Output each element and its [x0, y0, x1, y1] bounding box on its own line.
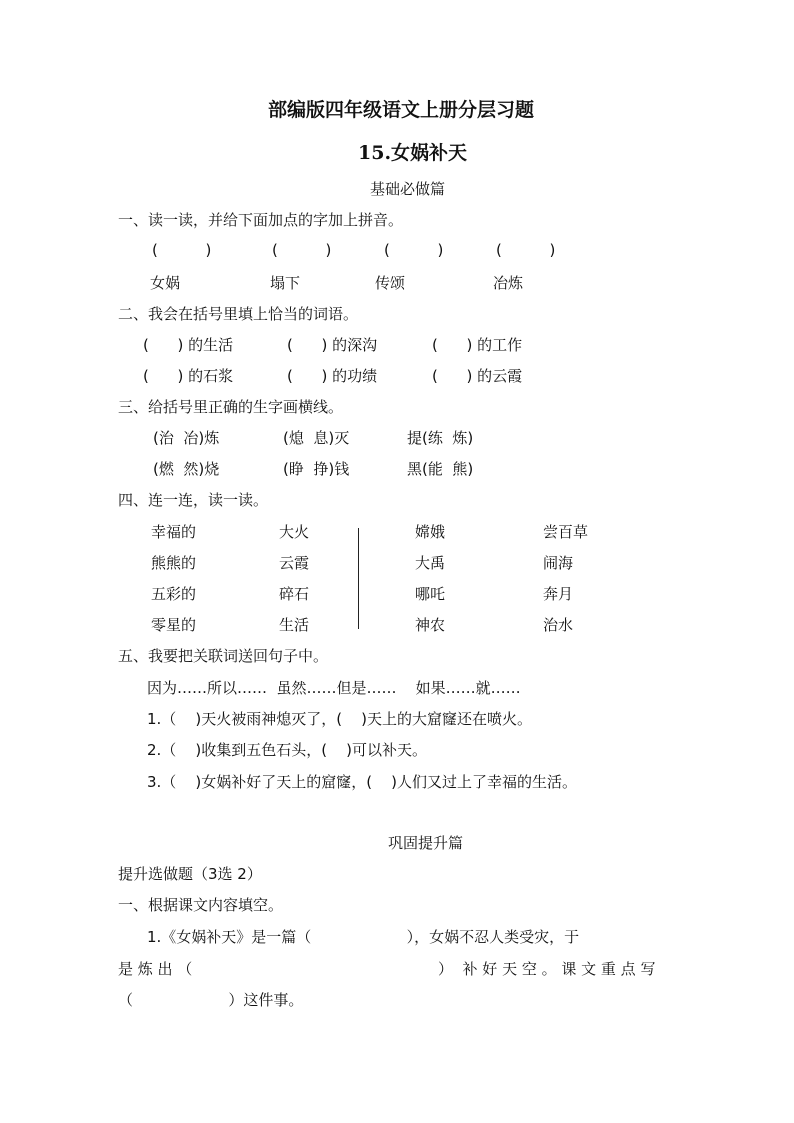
q4-divider — [358, 528, 359, 629]
q5-item-1: 1.（ )天火被雨神熄灭了，( )天上的大窟窿还在喷火。 — [147, 710, 533, 728]
q1-bracket-1: ( ) — [152, 241, 212, 259]
q4-right-a-3: 哪吒 — [415, 585, 446, 603]
q4-right-b-2: 闹海 — [543, 554, 574, 572]
section-advanced: 巩固提升篇 — [388, 834, 464, 852]
q2-r1-c1: ( ) 的生活 — [143, 336, 234, 354]
q4-right-a-4: 神农 — [415, 616, 446, 634]
q1-word-1: 女娲 — [150, 274, 181, 292]
q4-left-b-1: 大火 — [279, 523, 310, 541]
q2-r2-c2: ( ) 的功绩 — [287, 367, 378, 385]
q1-bracket-3: ( ) — [384, 241, 444, 259]
q1-word-4: 冶炼 — [493, 274, 524, 292]
q4-right-b-1: 尝百草 — [543, 523, 589, 541]
q4-right-a-1: 嫦娥 — [415, 523, 446, 541]
q4-right-b-3: 奔月 — [543, 585, 574, 603]
q3-heading: 三、给括号里正确的生字画横线。 — [118, 398, 344, 416]
q2-r2-c1: ( ) 的石浆 — [143, 367, 234, 385]
q2-heading: 二、我会在括号里填上恰当的词语。 — [118, 305, 359, 323]
q3-r1-c1: (治 冶)炼 — [153, 429, 220, 447]
q4-left-a-3: 五彩的 — [151, 585, 197, 603]
q3-r1-c3: 提(练 炼) — [407, 429, 474, 447]
q5-item-3: 3.（ )女娲补好了天上的窟窿，( )人们又过上了幸福的生活。 — [147, 773, 578, 791]
q1-word-2: 塌下 — [270, 274, 301, 292]
q2-r2-c3: ( ) 的云霞 — [432, 367, 523, 385]
page-title: 部编版四年级语文上册分层习题 — [268, 99, 535, 121]
lesson-title: 15.女娲补天 — [358, 142, 468, 164]
q2-r1-c2: ( ) 的深沟 — [287, 336, 378, 354]
advanced-line-2a: 是 炼 出 （ — [118, 960, 193, 978]
advanced-subtitle: 提升选做题（3选 2） — [118, 865, 262, 883]
q4-left-a-1: 幸福的 — [151, 523, 197, 541]
q5-options: 因为……所以…… 虽然……但是…… 如果……就…… — [147, 679, 521, 697]
q1-bracket-2: ( ) — [272, 241, 332, 259]
q3-r2-c1: (燃 然)烧 — [153, 460, 220, 478]
q4-left-b-2: 云霞 — [279, 554, 310, 572]
q4-heading: 四、连一连，读一读。 — [118, 491, 269, 509]
q1-heading: 一、读一读，并给下面加点的字加上拼音。 — [118, 211, 404, 229]
advanced-line-3: （ ）这件事。 — [118, 991, 304, 1009]
q5-heading: 五、我要把关联词送回句子中。 — [118, 647, 329, 665]
advanced-heading: 一、根据课文内容填空。 — [118, 896, 284, 914]
q3-r2-c3: 黑(能 熊) — [407, 460, 474, 478]
q5-item-2: 2.（ )收集到五色石头，( )可以补天。 — [147, 741, 428, 759]
q4-right-a-2: 大禹 — [415, 554, 446, 572]
q2-r1-c3: ( ) 的工作 — [432, 336, 523, 354]
q4-left-b-4: 生活 — [279, 616, 310, 634]
q3-r1-c2: (熄 息)灭 — [283, 429, 350, 447]
q1-word-3: 传颂 — [375, 274, 406, 292]
section-basic: 基础必做篇 — [370, 180, 446, 198]
q1-bracket-4: ( ) — [496, 241, 556, 259]
q4-left-a-2: 熊熊的 — [151, 554, 197, 572]
advanced-line-1: 1.《女娲补天》是一篇（ ），女娲不忍人类受灾，于 — [147, 928, 580, 946]
advanced-line-2b: ） 补 好 天 空 。 课 文 重 点 写 — [438, 960, 656, 978]
q4-left-b-3: 碎石 — [279, 585, 310, 603]
q4-right-b-4: 治水 — [543, 616, 574, 634]
q3-r2-c2: (睁 挣)钱 — [283, 460, 350, 478]
q4-left-a-4: 零星的 — [151, 616, 197, 634]
